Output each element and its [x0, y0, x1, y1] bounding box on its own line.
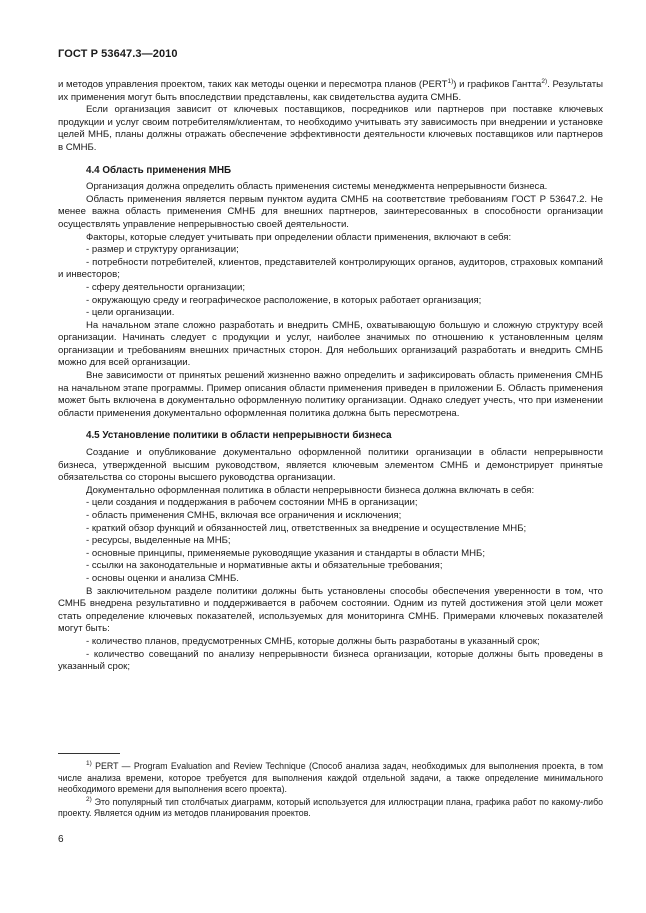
footnote-text-1: PERT — Program Evaluation and Review Technique (Способ анализа задач, необходимых для выполнения проекта, в том числе анализа времени, которое требуется для выполнения каждой отдельной задачи, а также определение минимального необходимого времени для выполнения всего проекта). [58, 761, 603, 795]
factor-item: - цели организации. [86, 307, 175, 319]
policy-item: - ресурсы, выделенные на МНБ; [86, 535, 231, 547]
policy-item: - ссылки на законодательные и нормативные акты и обязательные требования; [86, 560, 443, 572]
footnote-ref-1[interactable]: 1) [447, 77, 454, 85]
factor-item: - сферу деятельности организации; [86, 281, 246, 293]
footnote-1 [58, 761, 603, 796]
suppliers-paragraph: Если организация зависит от ключевых поставщиков, посредников или партнеров при поставке ключевых продукции и услуг своим потребителям/клиентам, то необходимо учитывать эту зависимость при внедрении и установке целей МНБ, планы должны отражать обеспечение эффективности деятельности ключевых поставщиков или партнеров в СМНБ. [58, 104, 603, 153]
factor-item: - окружающую среду и географическое расположение, в которых работает организация; [86, 294, 482, 306]
intro-text-3: . Результаты их применения могут быть впоследствии представлены, как свидетельства аудита СМНБ. [58, 79, 603, 103]
footnote-divider [58, 753, 120, 754]
policy-item: - краткий обзор функций и обязанностей лиц, ответственных за внедрение и осуществление МНБ; [86, 522, 527, 534]
factor-item: - потребности потребителей, клиентов, представителей контролирующих органов, аудиторов, страховых компаний и инвесторов; [58, 256, 603, 281]
footnote-ref-2[interactable]: 2) [541, 77, 548, 85]
footnotes [58, 761, 603, 821]
factor-item: - размер и структуру организации; [86, 244, 239, 256]
section-4-5-heading: 4.5 Установление политики в области непрерывности бизнеса [86, 430, 392, 442]
indicator-item: - количество планов, предусмотренных СМНБ, которые должны быть разработаны в указанный срок; [86, 635, 540, 647]
footnote-mark-2: 2) [86, 795, 92, 803]
section-4-5-paragraph-1: Создание и опубликование документально оформленной политики организации в области непрерывности бизнеса, утвержденной высшим руководством, является ключевым элементом СМНБ и демонстрирует принятые обязательства со стороны высшего руководства организации. [58, 447, 603, 484]
page-number: 6 [58, 834, 64, 845]
page-body [58, 79, 603, 674]
intro-text-2: ) и графиков Гантта [453, 79, 542, 90]
document-header: ГОСТ Р 53647.3—2010 [58, 48, 178, 60]
policy-item: - цели создания и поддержания в рабочем состоянии МНБ в организации; [86, 497, 418, 509]
section-4-4-heading: 4.4 Область применения МНБ [86, 164, 232, 176]
policy-item: - область применения СМНБ, включая все ограничения и исключения; [86, 510, 402, 521]
policy-item: - основные принципы, применяемые руководящие указания и стандарты в области МНБ; [86, 547, 485, 559]
section-4-4-paragraph-2: Область применения является первым пунктом аудита СМНБ на соответствие требованиям ГОСТ Р 53647.2. Не менее важна область применения СМНБ для внешних партнеров, заинтересованных в способности организации осуществлять управление непрерывностью своей деятельности. [58, 193, 603, 230]
intro-text-1: и методов управления проектом, таких как методы оценки и пересмотра планов (PERT [58, 79, 448, 90]
section-4-5-paragraph-3: В заключительном разделе политики должны быть установлены способы обеспечения уверенности в том, что СМНБ внедрена результативно и поддерживается в рабочем состоянии. Одним из путей достижения этой цели может стать определение ключевых показателей, используемых для мониторинга СМНБ. Примерами ключевых показателей могут быть: [58, 585, 603, 635]
section-4-5-paragraph-2: Документально оформленная политика в области непрерывности бизнеса должна включать в себя: [86, 484, 535, 496]
policy-item: - основы оценки и анализа СМНБ. [86, 572, 239, 584]
section-4-4-paragraph-4: На начальном этапе сложно разработать и внедрить СМНБ, охватывающую большую и сложную структуру всей организации. Начинать следует с продукции и услуг, наиболее значимых по отношению к установленным целям организации и требованиям внешних причастных сторон. Для небольших организаций разработать и внедрить СМНБ можно для всей организации. [58, 319, 603, 369]
footnote-2 [58, 797, 603, 820]
footnote-text-2: Это популярный тип столбчатых диаграмм, который используется для иллюстрации плана, графика работ по какому-либо проекту. Является одним из методов планирования проектов. [58, 796, 603, 819]
intro-paragraph [58, 79, 603, 104]
section-4-4-paragraph-3: Факторы, которые следует учитывать при определении области применения, включают в себя: [86, 231, 512, 243]
indicator-item: - количество совещаний по анализу непрерывности бизнеса организации, которые должны быть проведены в указанный срок; [58, 648, 603, 673]
section-4-4-paragraph-1: Организация должна определить область применения системы менеджмента непрерывности бизнеса. [86, 181, 548, 193]
footnote-mark-1: 1) [86, 760, 92, 768]
section-4-4-paragraph-5: Вне зависимости от принятых решений жизненно важно определить и зафиксировать область применения СМНБ на начальном этапе программы. Пример описания области применения приведен в приложении Б. Область применения может быть включена в документально оформленную политику организации. Однако следует учесть, что при изменении области применения документально оформленная политика должна быть пересмотрена. [58, 370, 603, 419]
